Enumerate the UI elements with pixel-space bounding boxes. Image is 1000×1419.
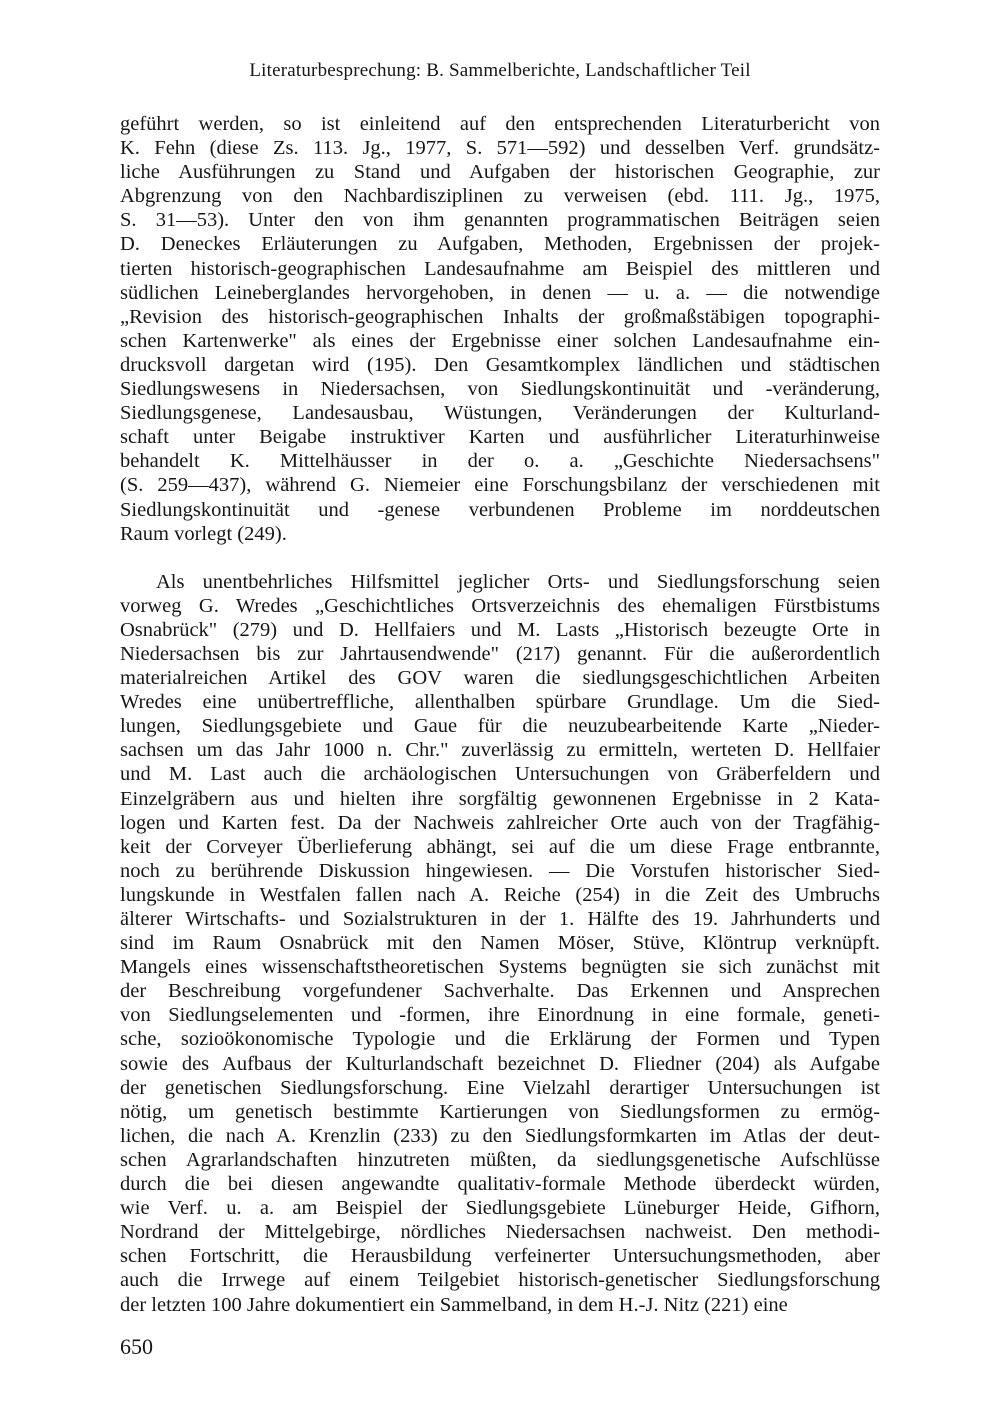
- text-line: sachsen um das Jahr 1000 n. Chr." zuverlässig zu ermitteln, werteten D. Hellfaier: [120, 739, 880, 762]
- text-line: von Siedlungselementen und -formen, ihre Einordnung in eine formale, geneti-: [120, 1004, 880, 1027]
- text-line: der Beschreibung vorgefundener Sachverhalte. Das Erkennen und Ansprechen: [120, 980, 880, 1003]
- text-line: Raum vorlegt (249).: [120, 522, 287, 545]
- text-line: auch die Irrwege auf einem Teilgebiet historisch-genetischer Siedlungsforschung: [120, 1269, 880, 1292]
- text-line: logen und Karten fest. Da der Nachweis zahlreicher Orte auch von der Tragfähig-: [120, 811, 880, 834]
- page-number: 650: [120, 1334, 153, 1359]
- text-line: liche Ausführungen zu Stand und Aufgaben der historischen Geographie, zur: [120, 161, 880, 184]
- text-line: sind im Raum Osnabrück mit den Namen Möser, Stüve, Klöntrup verknüpft.: [120, 932, 880, 955]
- text-line: „Revision des historisch-geographischen Inhalts der großmaßstäbigen topographi-: [120, 305, 880, 328]
- paragraph-1: [120, 112, 880, 546]
- text-line: K. Fehn (diese Zs. 113. Jg., 1977, S. 571—592) und desselben Verf. grundsätz-: [120, 137, 880, 160]
- text-line: Siedlungsgenese, Landesausbau, Wüstungen, Veränderungen der Kulturland-: [120, 402, 880, 425]
- text-line: lungskunde in Westfalen fallen nach A. Reiche (254) in die Zeit des Umbruchs: [120, 883, 880, 906]
- text-line: Siedlungskontinuität und -genese verbundenen Probleme im norddeutschen: [120, 498, 880, 521]
- text-line: der genetischen Siedlungsforschung. Eine Vielzahl derartiger Untersuchungen ist: [120, 1076, 880, 1099]
- text-line: durch die bei diesen angewandte qualitativ-formale Methode überdeckt würden,: [120, 1173, 880, 1196]
- text-line: älterer Wirtschafts- und Sozialstrukturen in der 1. Hälfte des 19. Jahrhunderts und: [120, 908, 880, 930]
- text-line: materialreichen Artikel des GOV waren die siedlungsgeschichtlichen Arbeiten: [120, 667, 880, 690]
- body-text: [120, 112, 880, 1317]
- text-line: S. 31—53). Unter den von ihm genannten programmatischen Beiträgen seien: [120, 209, 880, 232]
- text-line: nötig, um genetisch bestimmte Kartierungen von Siedlungsformen zu ermög-: [120, 1100, 880, 1123]
- text-line: und M. Last auch die archäologischen Untersuchungen von Gräberfeldern und: [120, 763, 880, 786]
- text-line: lichen, die nach A. Krenzlin (233) zu den Siedlungsformkarten im Atlas der deut-: [120, 1124, 880, 1147]
- text-line: sche, sozioökonomische Typologie und die Erklärung der Formen und Typen: [120, 1028, 880, 1051]
- text-line: wie Verf. u. a. am Beispiel der Siedlungsgebiete Lüneburger Heide, Gifhorn,: [120, 1197, 880, 1220]
- text-line: D. Deneckes Erläuterungen zu Aufgaben, Methoden, Ergebnissen der projek-: [120, 233, 880, 256]
- paragraph-2: [120, 570, 880, 1317]
- text-line: keit der Corveyer Überlieferung abhängt, sei auf die um diese Frage entbrannte,: [120, 835, 880, 858]
- text-line: schaft unter Beigabe instruktiver Karten und ausführlicher Literaturhinweise: [120, 426, 880, 449]
- text-line: schen Kartenwerke" als eines der Ergebnisse einer solchen Landesaufnahme ein-: [120, 329, 880, 352]
- text-line: vorweg G. Wredes „Geschichtliches Ortsverzeichnis des ehemaligen Fürstbistums: [120, 594, 880, 617]
- text-line: der letzten 100 Jahre dokumentiert ein Sammelband, in dem H.-J. Nitz (221) eine: [120, 1293, 788, 1316]
- text-line: drucksvoll dargetan wird (195). Den Gesamtkomplex ländlichen und städtischen: [120, 353, 880, 376]
- running-head: Literaturbesprechung: B. Sammelberichte, Landschaftlicher Teil: [249, 60, 751, 81]
- text-line: Nordrand der Mittelgebirge, nördliches Niedersachsen nachweist. Den methodi-: [120, 1221, 880, 1244]
- text-line: Einzelgräbern aus und hielten ihre sorgfältig gewonnenen Ergebnisse in 2 Kata-: [120, 787, 880, 810]
- text-line: lungen, Siedlungsgebiete und Gaue für die neuzubearbeitende Karte „Nieder-: [120, 715, 880, 738]
- text-line: Osnabrück" (279) und D. Hellfaiers und M. Lasts „Historisch bezeugte Orte in: [120, 618, 880, 641]
- text-line: (S. 259—437), während G. Niemeier eine Forschungsbilanz der verschiedenen mit: [120, 474, 880, 497]
- text-line: schen Fortschritt, die Herausbildung verfeinerter Untersuchungsmethoden, aber: [120, 1245, 880, 1268]
- text-line: behandelt K. Mittelhäusser in der o. a. „Geschichte Niedersachsens": [120, 450, 880, 473]
- text-line: Siedlungswesens in Niedersachsen, von Siedlungskontinuität und -veränderung,: [120, 378, 880, 401]
- text-line: Abgrenzung von den Nachbardisziplinen zu verweisen (ebd. 111. Jg., 1975,: [120, 185, 880, 208]
- text-line: Mangels eines wissenschaftstheoretischen Systems begnügten sie sich zunächst mit: [120, 956, 880, 979]
- text-line: tierten historisch-geographischen Landesaufnahme am Beispiel des mittleren und: [120, 257, 880, 280]
- text-line: schen Agrarlandschaften hinzutreten müßten, da siedlungsgenetische Aufschlüsse: [120, 1148, 880, 1171]
- text-line: Niedersachsen bis zur Jahrtausendwende" (217) genannt. Für die außerordentlich: [120, 642, 880, 665]
- text-line: sowie des Aufbaus der Kulturlandschaft bezeichnet D. Fliedner (204) als Aufgabe: [120, 1052, 880, 1075]
- text-line: südlichen Leineberglandes hervorgehoben, in denen — u. a. — die notwendige: [120, 281, 880, 304]
- text-line: geführt werden, so ist einleitend auf den entsprechenden Literaturbericht von: [120, 113, 880, 135]
- text-line: noch zu berührende Diskussion hingewiesen. — Die Vorstufen historischer Sied-: [120, 859, 880, 882]
- text-line: Als unentbehrliches Hilfsmittel jeglicher Orts- und Siedlungsforschung seien: [156, 570, 880, 593]
- text-line: Wredes eine unübertreffliche, allenthalben spürbare Grundlage. Um die Sied-: [120, 691, 880, 714]
